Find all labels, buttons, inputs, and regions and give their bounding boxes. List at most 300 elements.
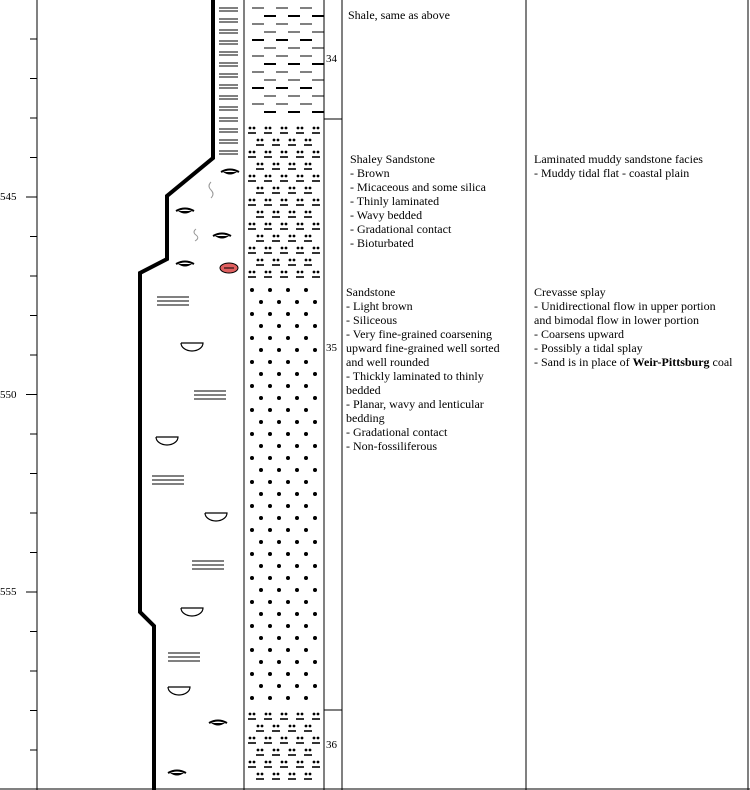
shaley-dot xyxy=(309,139,312,142)
sand-dot xyxy=(268,504,272,508)
interpretation-line: Crevasse splay xyxy=(534,285,606,299)
depth-label-545: 545 xyxy=(0,191,17,203)
shaley-dot xyxy=(253,175,256,178)
description-line: - Gradational contact xyxy=(350,222,452,236)
cross-bedding-mark xyxy=(181,343,203,351)
cross-bedding-mark xyxy=(181,608,203,616)
sand-dot xyxy=(313,588,317,592)
sand-dot xyxy=(286,288,290,292)
shaley-dot xyxy=(317,713,320,716)
sand-dot xyxy=(286,648,290,652)
sand-dot xyxy=(304,336,308,340)
interpretation-text: coal xyxy=(709,355,733,369)
shaley-dot xyxy=(261,259,264,262)
shale-description xyxy=(348,8,450,22)
shaley-dot xyxy=(273,773,276,776)
description-line: upward fine-grained well sorted xyxy=(346,341,500,355)
shaley-dot xyxy=(285,199,288,202)
sand-dot xyxy=(304,456,308,460)
shaley-dot xyxy=(317,247,320,250)
sand-dot xyxy=(259,324,263,328)
shaley-dot xyxy=(265,737,268,740)
sand-dot xyxy=(259,636,263,640)
shaley-dot xyxy=(297,271,300,274)
shaley-dot xyxy=(305,187,308,190)
sand-dot xyxy=(286,432,290,436)
sand-dot xyxy=(259,444,263,448)
shaley-dot xyxy=(249,737,252,740)
shaley-dot xyxy=(293,139,296,142)
sand-dot xyxy=(268,384,272,388)
wavy-bedding-mark xyxy=(168,771,186,774)
shaley-dot xyxy=(285,713,288,716)
sandstone-interpretation xyxy=(534,285,733,369)
shaley-dot xyxy=(317,271,320,274)
sand-dot xyxy=(304,648,308,652)
shaley-dot xyxy=(285,271,288,274)
sand-dot xyxy=(286,528,290,532)
sand-dot xyxy=(250,408,254,412)
shaley-dot xyxy=(261,163,264,166)
shaley-dot xyxy=(269,199,272,202)
shaley-dot xyxy=(269,175,272,178)
sand-dot xyxy=(286,696,290,700)
shaley-dot xyxy=(289,163,292,166)
shaley-dot xyxy=(253,127,256,130)
sand-dot xyxy=(250,648,254,652)
shaley-dot xyxy=(305,773,308,776)
shaley-dot xyxy=(285,761,288,764)
shaley-dot xyxy=(249,713,252,716)
shaley-dot xyxy=(317,127,320,130)
shaley-dot xyxy=(277,187,280,190)
shaley-dot xyxy=(257,725,260,728)
sand-dot xyxy=(313,660,317,664)
shaley-dot xyxy=(261,211,264,214)
shaley-dot xyxy=(293,211,296,214)
shaley-dot xyxy=(273,259,276,262)
shaley-dot xyxy=(269,271,272,274)
shaley-dot xyxy=(257,235,260,238)
shaley-dot xyxy=(269,713,272,716)
burrow-icon xyxy=(209,182,213,198)
shaley-dot xyxy=(281,223,284,226)
sample-number-35: 35 xyxy=(326,342,337,354)
description-line: bedded xyxy=(346,383,381,397)
sand-dot xyxy=(277,324,281,328)
sand-dot xyxy=(304,288,308,292)
shaley-dot xyxy=(285,223,288,226)
sand-dot xyxy=(313,564,317,568)
wavy-bedding-mark xyxy=(209,721,227,724)
sand-dot xyxy=(313,324,317,328)
sand-dot xyxy=(295,420,299,424)
sand-dot xyxy=(295,612,299,616)
sand-dot xyxy=(259,684,263,688)
sand-dot xyxy=(268,648,272,652)
shaley-dot xyxy=(313,175,316,178)
sandstone-description xyxy=(346,285,500,453)
sand-dot xyxy=(259,540,263,544)
shaley-dot xyxy=(313,127,316,130)
lithology-column xyxy=(248,8,324,779)
sand-dot xyxy=(259,468,263,472)
shaley-dot xyxy=(301,223,304,226)
description-line: and well rounded xyxy=(346,355,430,369)
shaley-dot xyxy=(273,139,276,142)
shaley-dot xyxy=(261,725,264,728)
sand-dot xyxy=(250,528,254,532)
interpretation-line: - Muddy tidal flat - coastal plain xyxy=(534,166,690,180)
sand-dot xyxy=(259,300,263,304)
sand-dot xyxy=(268,696,272,700)
cross-bedding-mark xyxy=(168,687,190,695)
shaley-dot xyxy=(293,259,296,262)
shaley-dot xyxy=(305,235,308,238)
depth-label-555: 555 xyxy=(0,586,17,598)
shaley-dot xyxy=(297,175,300,178)
shaley-dot xyxy=(249,247,252,250)
shaley-dot xyxy=(293,163,296,166)
shaley-dot xyxy=(289,773,292,776)
shaley-dot xyxy=(265,247,268,250)
shaley-dot xyxy=(257,211,260,214)
shaley-dot xyxy=(277,725,280,728)
sand-dot xyxy=(277,372,281,376)
shaley-dot xyxy=(309,259,312,262)
sand-dot xyxy=(286,600,290,604)
shaley-dot xyxy=(301,127,304,130)
shaley-dot xyxy=(297,713,300,716)
sand-dot xyxy=(304,408,308,412)
shaley-dot xyxy=(289,725,292,728)
sand-dot xyxy=(250,624,254,628)
sand-dot xyxy=(304,600,308,604)
sand-dot xyxy=(277,420,281,424)
sand-dot xyxy=(286,312,290,316)
shaley-dot xyxy=(301,175,304,178)
shaley-dot xyxy=(277,749,280,752)
shaley-dot xyxy=(265,223,268,226)
shaley-dot xyxy=(313,737,316,740)
description-line: Shaley Sandstone xyxy=(350,152,435,166)
shaley-dot xyxy=(309,211,312,214)
sand-dot xyxy=(295,492,299,496)
sand-dot xyxy=(295,324,299,328)
sedimentary-structures xyxy=(152,8,239,776)
sand-dot xyxy=(259,348,263,352)
sand-dot xyxy=(268,336,272,340)
shaley-dot xyxy=(301,199,304,202)
shaley-dot xyxy=(305,749,308,752)
sand-dot xyxy=(259,372,263,376)
shaley-dot xyxy=(301,247,304,250)
shaley-dot xyxy=(277,235,280,238)
shaley-dot xyxy=(297,199,300,202)
wavy-bedding-mark xyxy=(176,209,194,212)
shaley-dot xyxy=(313,247,316,250)
shaley-dot xyxy=(301,713,304,716)
sand-dot xyxy=(250,600,254,604)
sand-dot xyxy=(286,336,290,340)
shaley-dot xyxy=(257,773,260,776)
sand-dot xyxy=(295,540,299,544)
description-line: - Non-fossiliferous xyxy=(346,439,437,453)
sand-dot xyxy=(250,432,254,436)
sand-dot xyxy=(295,372,299,376)
shaley-dot xyxy=(309,235,312,238)
shaley-dot xyxy=(277,139,280,142)
shaley-sandstone-interpretation xyxy=(534,152,703,180)
shaley-dot xyxy=(285,175,288,178)
description-line: - Light brown xyxy=(346,299,413,313)
shaley-dot xyxy=(297,247,300,250)
description-line: Shale, same as above xyxy=(348,8,450,22)
shaley-dot xyxy=(269,223,272,226)
shaley-dot xyxy=(289,139,292,142)
sand-dot xyxy=(304,624,308,628)
description-line: - Brown xyxy=(350,166,390,180)
sand-dot xyxy=(268,624,272,628)
sand-dot xyxy=(304,312,308,316)
shaley-dot xyxy=(257,187,260,190)
shaley-dot xyxy=(253,761,256,764)
shaley-sandstone-description xyxy=(350,152,486,250)
sand-dot xyxy=(313,372,317,376)
shaley-dot xyxy=(273,725,276,728)
shaley-dot xyxy=(313,761,316,764)
shaley-dot xyxy=(293,235,296,238)
shaley-dot xyxy=(277,773,280,776)
sand-dot xyxy=(304,360,308,364)
shaley-dot xyxy=(313,271,316,274)
wavy-bedding-mark xyxy=(176,262,194,265)
description-line: - Bioturbated xyxy=(350,236,414,250)
sand-dot xyxy=(250,696,254,700)
description-line: Sandstone xyxy=(346,285,396,299)
shaley-dot xyxy=(273,211,276,214)
sand-dot xyxy=(250,312,254,316)
description-line: - Micaceous and some silica xyxy=(350,180,486,194)
shaley-dot xyxy=(309,187,312,190)
shaley-dot xyxy=(281,761,284,764)
sand-dot xyxy=(286,552,290,556)
sand-dot xyxy=(313,396,317,400)
shaley-dot xyxy=(269,127,272,130)
sand-dot xyxy=(295,516,299,520)
shaley-dot xyxy=(257,163,260,166)
sample-number-34: 34 xyxy=(326,53,337,65)
sand-dot xyxy=(277,468,281,472)
description-line: - Wavy bedded xyxy=(350,208,423,222)
sand-dot xyxy=(250,360,254,364)
sand-dot xyxy=(304,384,308,388)
sand-dot xyxy=(286,456,290,460)
shaley-dot xyxy=(273,187,276,190)
shaley-dot xyxy=(269,761,272,764)
shaley-dot xyxy=(253,223,256,226)
shaley-dot xyxy=(305,163,308,166)
shaley-dot xyxy=(285,737,288,740)
interpretation-line: Laminated muddy sandstone facies xyxy=(534,152,703,166)
shaley-dot xyxy=(285,127,288,130)
burrow-icon xyxy=(194,229,198,241)
sand-dot xyxy=(250,384,254,388)
sand-dot xyxy=(313,300,317,304)
shaley-dot xyxy=(269,737,272,740)
shaley-dot xyxy=(249,151,252,154)
sand-dot xyxy=(250,552,254,556)
shaley-dot xyxy=(313,199,316,202)
description-line: - Thickly laminated to thinly xyxy=(346,369,484,383)
coal-name: Weir-Pittsburg xyxy=(632,355,710,369)
sand-dot xyxy=(313,612,317,616)
interpretation-line: - Possibly a tidal splay xyxy=(534,341,643,355)
interpretation-text: - Sand is in place of xyxy=(534,355,633,369)
sand-dot xyxy=(295,636,299,640)
sand-dot xyxy=(268,456,272,460)
sand-dot xyxy=(313,348,317,352)
sand-dot xyxy=(277,636,281,640)
shaley-dot xyxy=(293,749,296,752)
sand-dot xyxy=(313,684,317,688)
shaley-dot xyxy=(261,773,264,776)
sand-dot xyxy=(277,564,281,568)
shaley-dot xyxy=(257,139,260,142)
shaley-dot xyxy=(261,139,264,142)
sand-dot xyxy=(268,528,272,532)
shaley-dot xyxy=(297,127,300,130)
sand-dot xyxy=(259,516,263,520)
shaley-dot xyxy=(281,271,284,274)
shaley-dot xyxy=(293,725,296,728)
sand-dot xyxy=(277,396,281,400)
shaley-dot xyxy=(281,199,284,202)
wavy-bedding-mark xyxy=(223,172,237,175)
description-line: bedding xyxy=(346,411,385,425)
shaley-dot xyxy=(301,271,304,274)
shaley-dot xyxy=(253,737,256,740)
sand-dot xyxy=(304,528,308,532)
shaley-dot xyxy=(297,151,300,154)
shaley-dot xyxy=(297,737,300,740)
sand-dot xyxy=(277,516,281,520)
wavy-bedding-mark xyxy=(221,170,239,173)
sand-dot xyxy=(304,504,308,508)
interpretation-line: - Unidirectional flow in upper portion xyxy=(534,299,716,313)
sand-dot xyxy=(313,636,317,640)
shaley-dot xyxy=(285,151,288,154)
sand-dot xyxy=(277,492,281,496)
shaley-dot xyxy=(257,749,260,752)
description-line: - Siliceous xyxy=(346,313,397,327)
sand-dot xyxy=(268,600,272,604)
shaley-dot xyxy=(313,151,316,154)
shaley-dot xyxy=(265,713,268,716)
sand-dot xyxy=(313,468,317,472)
shaley-dot xyxy=(309,725,312,728)
sand-dot xyxy=(259,588,263,592)
interpretation-line: - Coarsens upward xyxy=(534,327,624,341)
cross-bedding-mark xyxy=(156,437,178,445)
shaley-dot xyxy=(277,259,280,262)
sand-dot xyxy=(259,612,263,616)
interpretation-line: and bimodal flow in lower portion xyxy=(534,313,699,327)
sand-dot xyxy=(313,444,317,448)
sand-dot xyxy=(250,480,254,484)
shaley-dot xyxy=(281,737,284,740)
shaley-dot xyxy=(273,749,276,752)
description-line: - Very fine-grained coarsening xyxy=(346,327,493,341)
sand-dot xyxy=(277,348,281,352)
shaley-dot xyxy=(281,713,284,716)
wavy-bedding-mark xyxy=(215,236,229,239)
shaley-dot xyxy=(317,175,320,178)
sand-dot xyxy=(295,588,299,592)
depth-label-550: 550 xyxy=(0,389,17,401)
sand-dot xyxy=(295,348,299,352)
shaley-dot xyxy=(249,127,252,130)
sand-dot xyxy=(268,288,272,292)
shaley-dot xyxy=(317,737,320,740)
shaley-dot xyxy=(249,223,252,226)
shaley-dot xyxy=(281,175,284,178)
shaley-dot xyxy=(249,175,252,178)
sand-dot xyxy=(250,576,254,580)
sand-dot xyxy=(286,408,290,412)
wavy-bedding-mark xyxy=(211,723,225,726)
sand-dot xyxy=(268,552,272,556)
shaley-dot xyxy=(269,247,272,250)
shaley-dot xyxy=(277,211,280,214)
sand-dot xyxy=(259,396,263,400)
sand-dot xyxy=(277,660,281,664)
sand-dot xyxy=(286,576,290,580)
shaley-dot xyxy=(317,199,320,202)
shaley-dot xyxy=(281,127,284,130)
sand-dot xyxy=(295,468,299,472)
sand-dot xyxy=(295,564,299,568)
sand-dot xyxy=(259,420,263,424)
shaley-dot xyxy=(265,151,268,154)
sand-dot xyxy=(277,300,281,304)
sample-number-36: 36 xyxy=(326,739,337,751)
sand-dot xyxy=(304,552,308,556)
shaley-dot xyxy=(265,175,268,178)
sand-dot xyxy=(277,540,281,544)
shaley-dot xyxy=(317,223,320,226)
shaley-dot xyxy=(305,725,308,728)
sand-dot xyxy=(313,492,317,496)
shaley-dot xyxy=(309,773,312,776)
shaley-dot xyxy=(289,187,292,190)
description-line: - Gradational contact xyxy=(346,425,448,439)
shaley-dot xyxy=(249,271,252,274)
sand-dot xyxy=(250,672,254,676)
shaley-dot xyxy=(289,749,292,752)
sand-dot xyxy=(295,444,299,448)
shaley-dot xyxy=(265,199,268,202)
sand-dot xyxy=(286,384,290,388)
shaley-dot xyxy=(317,761,320,764)
sand-dot xyxy=(268,432,272,436)
shaley-dot xyxy=(289,235,292,238)
shaley-dot xyxy=(265,127,268,130)
shaley-dot xyxy=(261,235,264,238)
sand-dot xyxy=(286,672,290,676)
shaley-dot xyxy=(285,247,288,250)
shaley-dot xyxy=(301,737,304,740)
